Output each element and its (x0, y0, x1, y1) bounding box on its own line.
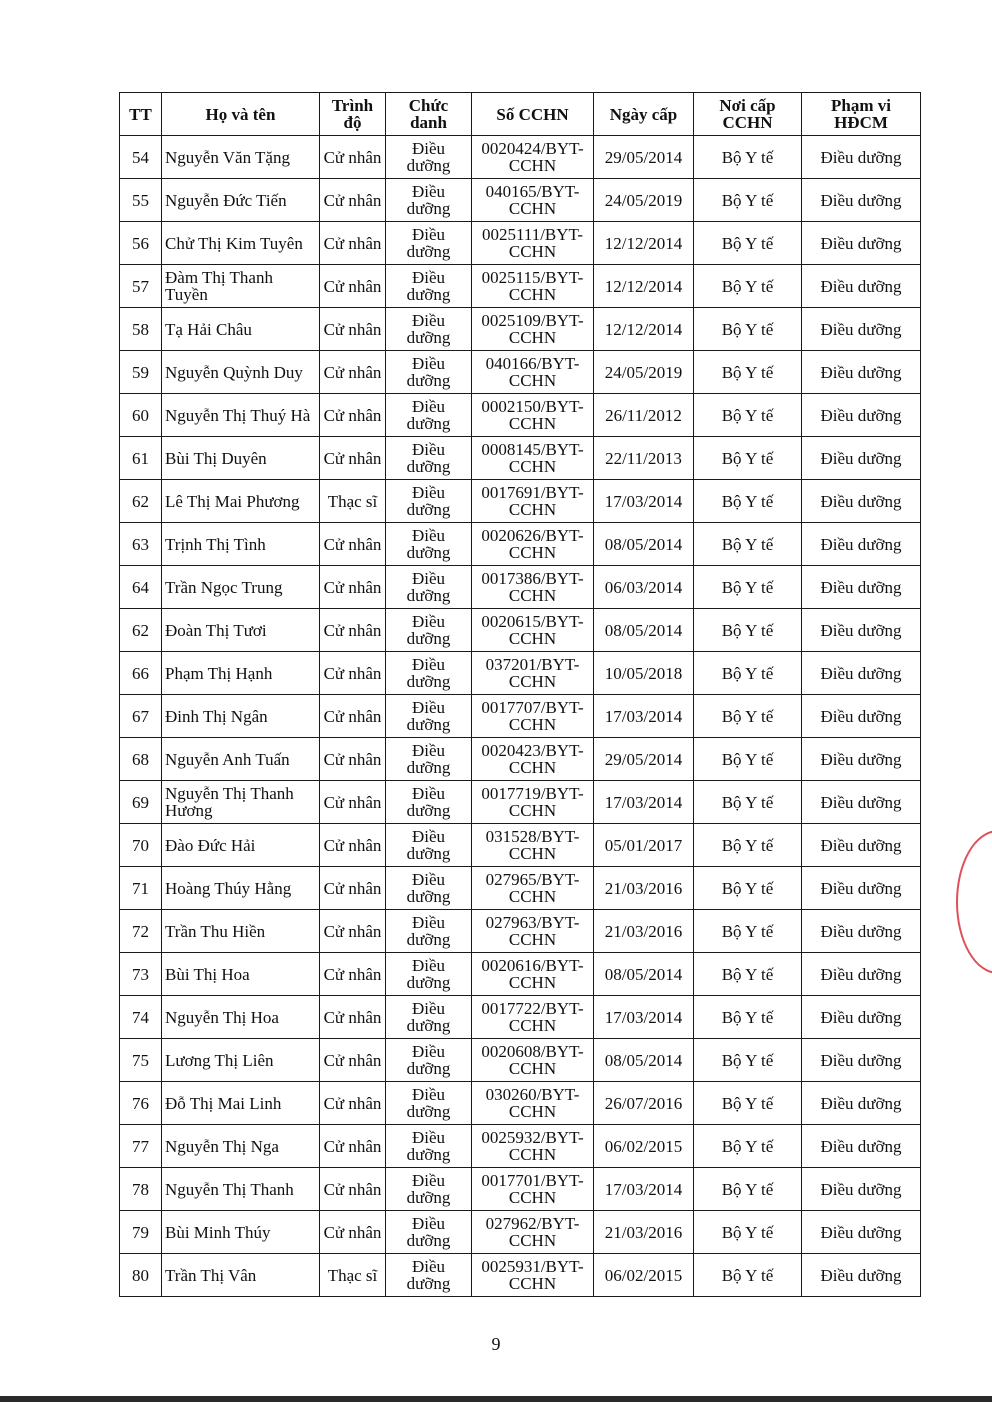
row-degree: Cử nhân (320, 1125, 386, 1168)
row-name: Đàm Thị Thanh Tuyền (162, 265, 320, 308)
row-date: 08/05/2014 (594, 523, 694, 566)
row-degree: Cử nhân (320, 609, 386, 652)
row-issuer: Bộ Y tế (694, 523, 802, 566)
row-issuer: Bộ Y tế (694, 953, 802, 996)
row-title: Điều dưỡng (386, 136, 472, 179)
row-degree: Cử nhân (320, 867, 386, 910)
row-scope: Điều dưỡng (802, 1039, 921, 1082)
row-issuer: Bộ Y tế (694, 265, 802, 308)
row-date: 21/03/2016 (594, 867, 694, 910)
row-code: 0020424/BYT-CCHN (472, 136, 594, 179)
row-issuer: Bộ Y tế (694, 351, 802, 394)
row-code: 0017386/BYT-CCHN (472, 566, 594, 609)
row-scope: Điều dưỡng (802, 1082, 921, 1125)
row-scope: Điều dưỡng (802, 910, 921, 953)
row-issuer: Bộ Y tế (694, 1168, 802, 1211)
row-degree: Cử nhân (320, 308, 386, 351)
row-degree: Cử nhân (320, 437, 386, 480)
row-name: Nguyễn Thị Thanh Hương (162, 781, 320, 824)
scan-speck-decoration (40, 40, 100, 54)
row-scope: Điều dưỡng (802, 738, 921, 781)
row-issuer: Bộ Y tế (694, 609, 802, 652)
row-tt: 57 (120, 265, 162, 308)
row-scope: Điều dưỡng (802, 1168, 921, 1211)
row-name: Bùi Minh Thúy (162, 1211, 320, 1254)
row-issuer: Bộ Y tế (694, 1254, 802, 1297)
row-degree: Cử nhân (320, 1168, 386, 1211)
row-name: Bùi Thị Hoa (162, 953, 320, 996)
row-date: 26/07/2016 (594, 1082, 694, 1125)
row-scope: Điều dưỡng (802, 781, 921, 824)
row-date: 06/03/2014 (594, 566, 694, 609)
row-code: 0017701/BYT-CCHN (472, 1168, 594, 1211)
row-scope: Điều dưỡng (802, 824, 921, 867)
row-name: Trần Thị Vân (162, 1254, 320, 1297)
table-row (120, 222, 921, 265)
row-date: 21/03/2016 (594, 1211, 694, 1254)
row-scope: Điều dưỡng (802, 179, 921, 222)
table-row (120, 566, 921, 609)
table-row (120, 824, 921, 867)
table-row (120, 1254, 921, 1297)
table-body (120, 136, 921, 1297)
table-row (120, 308, 921, 351)
row-date: 05/01/2017 (594, 824, 694, 867)
row-title: Điều dưỡng (386, 1125, 472, 1168)
row-tt: 63 (120, 523, 162, 566)
row-name: Nguyễn Đức Tiến (162, 179, 320, 222)
row-date: 12/12/2014 (594, 222, 694, 265)
row-date: 08/05/2014 (594, 953, 694, 996)
row-degree: Cử nhân (320, 394, 386, 437)
table-row (120, 695, 921, 738)
row-code: 0025111/BYT-CCHN (472, 222, 594, 265)
row-degree: Thạc sĩ (320, 480, 386, 523)
row-name: Hoàng Thúy Hằng (162, 867, 320, 910)
row-code: 0025932/BYT-CCHN (472, 1125, 594, 1168)
row-name: Trần Ngọc Trung (162, 566, 320, 609)
page-number: 9 (491, 1334, 501, 1354)
row-code: 0017691/BYT-CCHN (472, 480, 594, 523)
table-row (120, 437, 921, 480)
row-title: Điều dưỡng (386, 351, 472, 394)
row-date: 17/03/2014 (594, 480, 694, 523)
row-issuer: Bộ Y tế (694, 136, 802, 179)
row-code: 0020615/BYT-CCHN (472, 609, 594, 652)
header-code: Số CCHN (472, 93, 594, 136)
row-issuer: Bộ Y tế (694, 480, 802, 523)
row-scope: Điều dưỡng (802, 1254, 921, 1297)
row-name: Tạ Hải Châu (162, 308, 320, 351)
row-name: Nguyễn Thị Thanh (162, 1168, 320, 1211)
row-title: Điều dưỡng (386, 953, 472, 996)
row-scope: Điều dưỡng (802, 652, 921, 695)
row-tt: 64 (120, 566, 162, 609)
header-name: Họ và tên (162, 93, 320, 136)
row-degree: Cử nhân (320, 953, 386, 996)
table-row (120, 1082, 921, 1125)
row-scope: Điều dưỡng (802, 480, 921, 523)
row-title: Điều dưỡng (386, 179, 472, 222)
row-title: Điều dưỡng (386, 394, 472, 437)
row-date: 08/05/2014 (594, 1039, 694, 1082)
row-date: 21/03/2016 (594, 910, 694, 953)
row-date: 12/12/2014 (594, 265, 694, 308)
row-name: Nguyễn Thị Thuý Hà (162, 394, 320, 437)
row-name: Lê Thị Mai Phương (162, 480, 320, 523)
row-title: Điều dưỡng (386, 910, 472, 953)
table-row (120, 136, 921, 179)
header-title: Chức danh (386, 93, 472, 136)
table-row (120, 996, 921, 1039)
row-date: 17/03/2014 (594, 996, 694, 1039)
row-code: 0020608/BYT-CCHN (472, 1039, 594, 1082)
row-scope: Điều dưỡng (802, 867, 921, 910)
row-name: Nguyễn Thị Hoa (162, 996, 320, 1039)
table-row (120, 652, 921, 695)
row-degree: Cử nhân (320, 781, 386, 824)
row-title: Điều dưỡng (386, 1082, 472, 1125)
table-row (120, 910, 921, 953)
row-name: Đoàn Thị Tươi (162, 609, 320, 652)
row-title: Điều dưỡng (386, 437, 472, 480)
practitioner-table (119, 92, 921, 1297)
table-row (120, 953, 921, 996)
row-scope: Điều dưỡng (802, 394, 921, 437)
row-degree: Cử nhân (320, 1211, 386, 1254)
table-row (120, 265, 921, 308)
row-name: Nguyễn Thị Nga (162, 1125, 320, 1168)
row-code: 0020626/BYT-CCHN (472, 523, 594, 566)
row-degree: Cử nhân (320, 222, 386, 265)
row-tt: 60 (120, 394, 162, 437)
table-row (120, 867, 921, 910)
row-code: 027963/BYT-CCHN (472, 910, 594, 953)
table-row (120, 609, 921, 652)
row-scope: Điều dưỡng (802, 996, 921, 1039)
row-issuer: Bộ Y tế (694, 1125, 802, 1168)
row-title: Điều dưỡng (386, 824, 472, 867)
row-title: Điều dưỡng (386, 1039, 472, 1082)
row-code: 0025115/BYT-CCHN (472, 265, 594, 308)
red-seal-stamp (956, 830, 992, 974)
row-degree: Cử nhân (320, 523, 386, 566)
row-tt: 62 (120, 480, 162, 523)
row-scope: Điều dưỡng (802, 523, 921, 566)
row-tt: 79 (120, 1211, 162, 1254)
row-name: Nguyễn Văn Tặng (162, 136, 320, 179)
header-tt: TT (120, 93, 162, 136)
header-degree: Trình độ (320, 93, 386, 136)
row-code: 030260/BYT-CCHN (472, 1082, 594, 1125)
row-tt: 67 (120, 695, 162, 738)
row-tt: 78 (120, 1168, 162, 1211)
row-date: 24/05/2019 (594, 179, 694, 222)
row-issuer: Bộ Y tế (694, 308, 802, 351)
table-row (120, 781, 921, 824)
row-name: Nguyễn Quỳnh Duy (162, 351, 320, 394)
table-row (120, 480, 921, 523)
row-degree: Cử nhân (320, 738, 386, 781)
row-scope: Điều dưỡng (802, 437, 921, 480)
row-title: Điều dưỡng (386, 996, 472, 1039)
row-name: Lương Thị Liên (162, 1039, 320, 1082)
row-code: 0017719/BYT-CCHN (472, 781, 594, 824)
row-title: Điều dưỡng (386, 609, 472, 652)
row-date: 08/05/2014 (594, 609, 694, 652)
row-scope: Điều dưỡng (802, 308, 921, 351)
row-title: Điều dưỡng (386, 1168, 472, 1211)
row-date: 29/05/2014 (594, 136, 694, 179)
row-tt: 66 (120, 652, 162, 695)
row-tt: 58 (120, 308, 162, 351)
row-title: Điều dưỡng (386, 652, 472, 695)
row-code: 0017707/BYT-CCHN (472, 695, 594, 738)
row-tt: 72 (120, 910, 162, 953)
header-date: Ngày cấp (594, 93, 694, 136)
row-name: Đỗ Thị Mai Linh (162, 1082, 320, 1125)
row-tt: 70 (120, 824, 162, 867)
row-title: Điều dưỡng (386, 781, 472, 824)
row-issuer: Bộ Y tế (694, 695, 802, 738)
row-scope: Điều dưỡng (802, 351, 921, 394)
row-date: 17/03/2014 (594, 1168, 694, 1211)
row-title: Điều dưỡng (386, 308, 472, 351)
row-tt: 73 (120, 953, 162, 996)
table-row (120, 351, 921, 394)
row-name: Trần Thu Hiền (162, 910, 320, 953)
row-scope: Điều dưỡng (802, 1125, 921, 1168)
row-degree: Cử nhân (320, 824, 386, 867)
row-tt: 74 (120, 996, 162, 1039)
row-date: 24/05/2019 (594, 351, 694, 394)
row-date: 29/05/2014 (594, 738, 694, 781)
row-name: Đinh Thị Ngân (162, 695, 320, 738)
row-tt: 75 (120, 1039, 162, 1082)
row-tt: 68 (120, 738, 162, 781)
row-tt: 61 (120, 437, 162, 480)
row-degree: Cử nhân (320, 652, 386, 695)
row-code: 0025109/BYT-CCHN (472, 308, 594, 351)
row-code: 037201/BYT-CCHN (472, 652, 594, 695)
row-code: 0017722/BYT-CCHN (472, 996, 594, 1039)
row-scope: Điều dưỡng (802, 695, 921, 738)
row-degree: Cử nhân (320, 136, 386, 179)
row-name: Chử Thị Kim Tuyên (162, 222, 320, 265)
row-issuer: Bộ Y tế (694, 222, 802, 265)
row-tt: 80 (120, 1254, 162, 1297)
row-tt: 69 (120, 781, 162, 824)
row-code: 040165/BYT-CCHN (472, 179, 594, 222)
table-row (120, 1168, 921, 1211)
row-title: Điều dưỡng (386, 265, 472, 308)
row-title: Điều dưỡng (386, 523, 472, 566)
row-issuer: Bộ Y tế (694, 1211, 802, 1254)
row-name: Bùi Thị Duyên (162, 437, 320, 480)
row-date: 06/02/2015 (594, 1125, 694, 1168)
row-title: Điều dưỡng (386, 566, 472, 609)
row-tt: 59 (120, 351, 162, 394)
row-code: 027962/BYT-CCHN (472, 1211, 594, 1254)
row-date: 17/03/2014 (594, 695, 694, 738)
row-title: Điều dưỡng (386, 480, 472, 523)
row-issuer: Bộ Y tế (694, 394, 802, 437)
row-code: 0020616/BYT-CCHN (472, 953, 594, 996)
row-issuer: Bộ Y tế (694, 910, 802, 953)
row-scope: Điều dưỡng (802, 609, 921, 652)
header-issuer: Nơi cấp CCHN (694, 93, 802, 136)
row-code: 0002150/BYT-CCHN (472, 394, 594, 437)
scan-bottom-edge (0, 1396, 992, 1402)
row-scope: Điều dưỡng (802, 1211, 921, 1254)
row-issuer: Bộ Y tế (694, 738, 802, 781)
row-name: Phạm Thị Hạnh (162, 652, 320, 695)
row-date: 22/11/2013 (594, 437, 694, 480)
row-tt: 56 (120, 222, 162, 265)
row-title: Điều dưỡng (386, 1254, 472, 1297)
row-scope: Điều dưỡng (802, 953, 921, 996)
row-name: Đào Đức Hải (162, 824, 320, 867)
table-row (120, 1211, 921, 1254)
row-code: 0020423/BYT-CCHN (472, 738, 594, 781)
row-issuer: Bộ Y tế (694, 824, 802, 867)
row-tt: 71 (120, 867, 162, 910)
row-code: 0008145/BYT-CCHN (472, 437, 594, 480)
row-scope: Điều dưỡng (802, 566, 921, 609)
header-scope: Phạm vi HĐCM (802, 93, 921, 136)
row-tt: 55 (120, 179, 162, 222)
row-code: 031528/BYT-CCHN (472, 824, 594, 867)
row-degree: Cử nhân (320, 910, 386, 953)
row-code: 0025931/BYT-CCHN (472, 1254, 594, 1297)
row-title: Điều dưỡng (386, 695, 472, 738)
row-title: Điều dưỡng (386, 867, 472, 910)
row-issuer: Bộ Y tế (694, 566, 802, 609)
row-degree: Cử nhân (320, 179, 386, 222)
row-issuer: Bộ Y tế (694, 652, 802, 695)
row-scope: Điều dưỡng (802, 136, 921, 179)
row-date: 17/03/2014 (594, 781, 694, 824)
row-degree: Cử nhân (320, 566, 386, 609)
row-degree: Cử nhân (320, 1082, 386, 1125)
row-issuer: Bộ Y tế (694, 1039, 802, 1082)
row-issuer: Bộ Y tế (694, 781, 802, 824)
table-row (120, 523, 921, 566)
row-degree: Thạc sĩ (320, 1254, 386, 1297)
row-degree: Cử nhân (320, 265, 386, 308)
row-scope: Điều dưỡng (802, 265, 921, 308)
row-issuer: Bộ Y tế (694, 437, 802, 480)
row-title: Điều dưỡng (386, 738, 472, 781)
row-title: Điều dưỡng (386, 1211, 472, 1254)
row-code: 040166/BYT-CCHN (472, 351, 594, 394)
row-name: Trịnh Thị Tình (162, 523, 320, 566)
table-row (120, 179, 921, 222)
row-date: 06/02/2015 (594, 1254, 694, 1297)
row-code: 027965/BYT-CCHN (472, 867, 594, 910)
row-tt: 77 (120, 1125, 162, 1168)
row-degree: Cử nhân (320, 996, 386, 1039)
row-title: Điều dưỡng (386, 222, 472, 265)
row-issuer: Bộ Y tế (694, 1082, 802, 1125)
row-tt: 76 (120, 1082, 162, 1125)
row-issuer: Bộ Y tế (694, 996, 802, 1039)
row-degree: Cử nhân (320, 351, 386, 394)
row-date: 10/05/2018 (594, 652, 694, 695)
row-scope: Điều dưỡng (802, 222, 921, 265)
row-name: Nguyễn Anh Tuấn (162, 738, 320, 781)
row-date: 12/12/2014 (594, 308, 694, 351)
table-row (120, 1039, 921, 1082)
row-tt: 54 (120, 136, 162, 179)
table-row (120, 738, 921, 781)
table-header-row (120, 93, 921, 136)
table-row (120, 1125, 921, 1168)
row-issuer: Bộ Y tế (694, 867, 802, 910)
row-tt: 62 (120, 609, 162, 652)
row-date: 26/11/2012 (594, 394, 694, 437)
row-degree: Cử nhân (320, 1039, 386, 1082)
row-issuer: Bộ Y tế (694, 179, 802, 222)
table-row (120, 394, 921, 437)
row-degree: Cử nhân (320, 695, 386, 738)
